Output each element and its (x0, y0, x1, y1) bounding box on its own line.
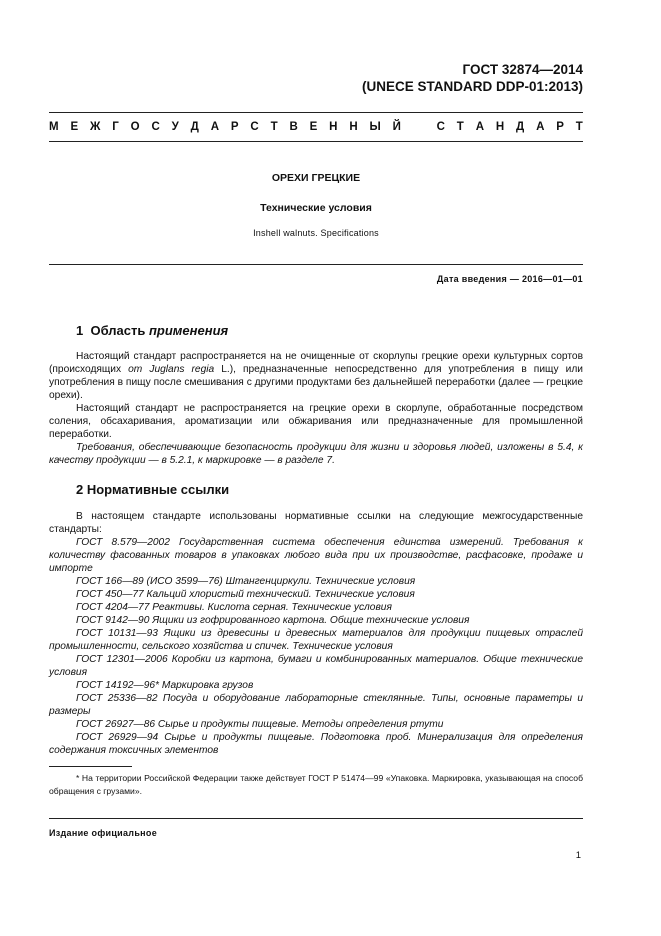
normative-references-list (49, 536, 583, 757)
kind-letter: Е (309, 121, 318, 133)
kind-letter: Г (112, 121, 119, 133)
kind-letter: В (289, 121, 298, 133)
kind-letter: У (171, 121, 179, 133)
introduction-date: Дата введения — 2016—01—01 (436, 274, 583, 284)
reference-item: ГОСТ 450—77 Кальций хлористый технический. Технические условия (76, 589, 415, 600)
scope-paragraph-3: Требования, обеспечивающие безопасность продукции для жизни и здоровья людей, изложены в 5.4, к качеству продукции — в 5.2.1, к маркировке — в разделе 7. (49, 442, 583, 466)
kind-letter: Т (270, 121, 278, 133)
kind-letter: Н (329, 121, 338, 133)
title-rule (49, 264, 583, 265)
page-number: 1 (575, 850, 581, 861)
english-title: Inshell walnuts. Specifications (253, 228, 379, 238)
kind-letter: О (130, 121, 140, 133)
scope-paragraph-2: Настоящий стандарт не распространяется на грецкие орехи в скорлупе, обработанные посредством соления, обсахаривания, ароматизации или обжаривания или предназначенные для промышленной переработки. (49, 403, 583, 440)
unece-code: (UNECE STANDARD DDP-01:2013) (361, 79, 583, 94)
section-1-number: 1 (76, 323, 84, 338)
official-edition-label: Издание официальное (49, 828, 158, 838)
kind-letter: Ы (369, 121, 381, 133)
kind-letter: Д (190, 121, 199, 133)
footnote: * На территории Российской Федерации также действует ГОСТ Р 51474—99 «Упаковка. Маркировка, указывающая на способ обращения с грузами». (49, 773, 583, 796)
kind-letter: С (436, 121, 445, 133)
section-2-intro: В настоящем стандарте использованы нормативные ссылки на следующие межгосударственные стандарты: (49, 511, 583, 535)
kind-letter: А (210, 121, 220, 133)
kind-letter: Т (575, 121, 583, 133)
reference-item: ГОСТ 26929—94 Сырье и продукты пищевые. Подготовка проб. Минерализация для определения содержания токсичных элементов (49, 732, 583, 756)
section-2-heading: 2 Нормативные ссылки (76, 482, 230, 497)
reference-item: ГОСТ 8.579—2002 Государственная система обеспечения единства измерений. Требования к количеству фасованных товаров в упаковках любого вида при их производстве, расфасовке, продаже и импорте (49, 537, 583, 574)
kind-letter: Р (556, 121, 564, 133)
kind-letter: М (49, 121, 59, 133)
kind-word-gap (413, 121, 425, 133)
kind-letter: Т (456, 121, 464, 133)
scope-paragraph-1: Настоящий стандарт распространяется на не очищенные от скорлупы грецкие орехи культурных сортов (происходящих от Juglans regia L.), предназначенные непосредственно для употребления в пищу или употребления в пищу после смешивания с другими продуктами без дальнейшей переработки (далее — грецкие орехи). (49, 351, 583, 401)
reference-item: ГОСТ 14192—96* Маркировка грузов (76, 680, 254, 691)
reference-item: ГОСТ 166—89 (ИСО 3599—76) Штангенциркули. Технические условия (76, 576, 416, 587)
reference-item: ГОСТ 4204—77 Реактивы. Кислота серная. Технические условия (76, 602, 392, 613)
kind-letter: А (475, 121, 484, 133)
section-1-body (49, 350, 583, 467)
document-title: ОРЕХИ ГРЕЦКИЕ (271, 172, 361, 184)
reference-item: ГОСТ 26927—86 Сырье и продукты пищевые. Методы определения ртути (76, 719, 444, 730)
section-1-heading (76, 323, 228, 338)
kind-letter: А (536, 121, 545, 133)
kind-rule (49, 141, 583, 142)
standard-kind-heading (49, 121, 583, 133)
kind-letter: Н (495, 121, 505, 133)
reference-item: ГОСТ 12301—2006 Коробки из картона, бумаги и комбинированных материалов. Общие технические условия (49, 654, 583, 678)
kind-letter: Д (516, 121, 525, 133)
document-subtitle: Технические условия (260, 202, 372, 214)
kind-letter: Ж (89, 121, 101, 133)
kind-letter: Е (70, 121, 79, 133)
section-1-title-italic: применения (148, 323, 229, 338)
section-1-title-plain: Область (90, 323, 149, 338)
kind-letter: Н (349, 121, 358, 133)
kind-letter: Й (392, 121, 401, 133)
reference-item: ГОСТ 9142—90 Ящики из гофрированного картона. Общие технические условия (76, 615, 470, 626)
top-rule (49, 112, 583, 113)
footnote-separator (49, 766, 132, 767)
kind-letter: С (151, 121, 160, 133)
reference-item: ГОСТ 25336—82 Посуда и оборудование лабораторные стеклянные. Типы, основные параметры и размеры (49, 693, 583, 717)
bottom-rule (49, 818, 583, 819)
kind-letter: Р (230, 121, 239, 133)
reference-item: ГОСТ 10131—93 Ящики из древесины и древесных материалов для продукции пищевых отраслей промышленности, сельского хозяйства и спичек. Технические условия (49, 628, 583, 652)
kind-letter: С (250, 121, 259, 133)
standard-code: ГОСТ 32874—2014 (462, 62, 583, 77)
